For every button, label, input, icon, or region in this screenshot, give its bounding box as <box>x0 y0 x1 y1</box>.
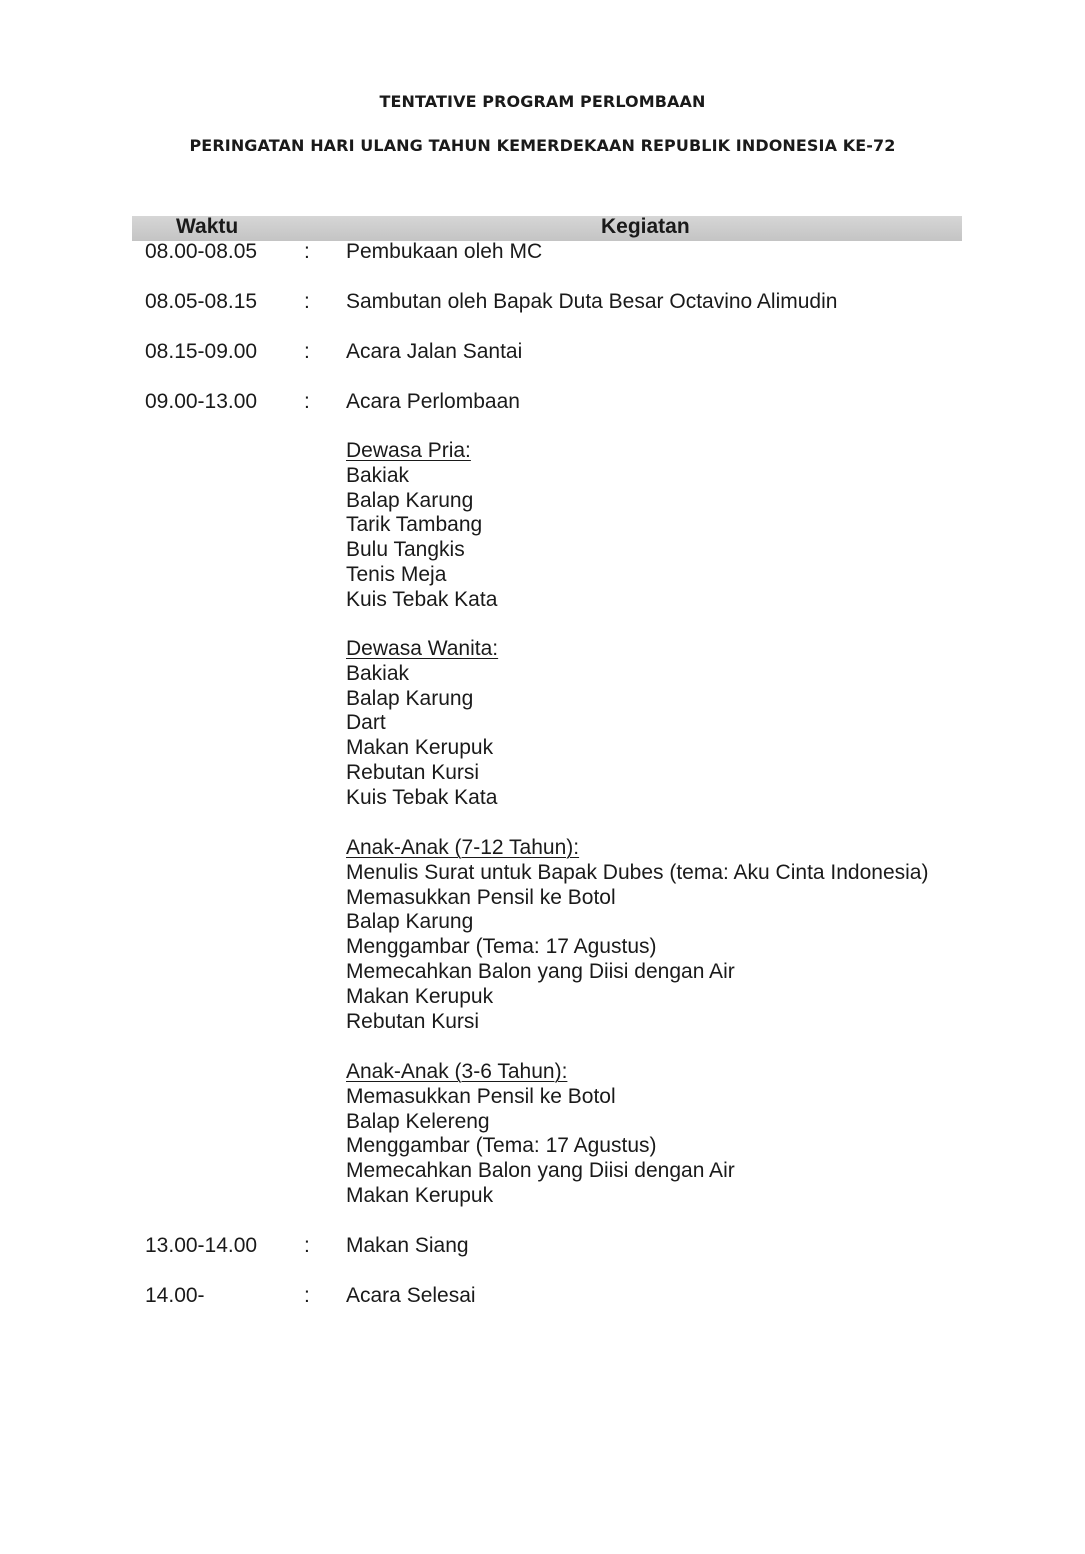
competition-item: Kuis Tebak Kata <box>346 785 498 809</box>
schedule-time: 08.15-09.00 <box>145 340 258 363</box>
schedule-separator: : <box>304 290 310 313</box>
schedule-activity: Acara Perlombaan <box>346 390 520 413</box>
competition-item: Balap Kelereng <box>346 1109 490 1133</box>
competition-item: Menggambar (Tema: 17 Agustus) <box>346 935 657 959</box>
schedule-separator: : <box>304 1284 310 1307</box>
competition-item: Dart <box>346 711 386 735</box>
competition-item: Kuis Tebak Kata <box>346 587 498 611</box>
schedule-time: 14.00- <box>145 1284 205 1307</box>
competition-item: Makan Kerupuk <box>346 736 494 760</box>
schedule-time: 08.00-08.05 <box>145 240 258 263</box>
competition-group-heading: Anak-Anak (3-6 Tahun): <box>346 1060 568 1083</box>
competition-item: Tarik Tambang <box>346 513 483 537</box>
header-activity: Kegiatan <box>601 215 690 238</box>
competition-group-dewasa-wanita <box>346 637 498 811</box>
competition-item: Rebutan Kursi <box>346 760 480 784</box>
schedule-activity: Pembukaan oleh MC <box>346 240 543 263</box>
competition-item: Rebutan Kursi <box>346 1009 480 1033</box>
competition-item: Bakiak <box>346 661 410 685</box>
competition-item: Balap Karung <box>346 910 474 934</box>
competition-group-heading: Anak-Anak (7-12 Tahun): <box>346 836 580 859</box>
table-header-bar <box>132 216 962 241</box>
schedule-separator: : <box>304 240 310 263</box>
header-time: Waktu <box>176 215 239 238</box>
competition-item: Menggambar (Tema: 17 Agustus) <box>346 1134 657 1158</box>
schedule-activity: Acara Selesai <box>346 1284 476 1307</box>
competition-item: Makan Kerupuk <box>346 1183 494 1207</box>
competition-item: Memecahkan Balon yang Diisi dengan Air <box>346 1159 735 1183</box>
competition-item: Menulis Surat untuk Bapak Dubes (tema: Aku Cinta Indonesia) <box>346 860 929 884</box>
competition-item: Memasukkan Pensil ke Botol <box>346 1084 616 1108</box>
competition-item: Balap Karung <box>346 488 474 512</box>
competition-group-dewasa-pria <box>346 439 497 613</box>
schedule-activity: Acara Jalan Santai <box>346 340 523 363</box>
competition-item: Tenis Meja <box>346 562 447 586</box>
competition-item: Balap Karung <box>346 686 474 710</box>
schedule-activity: Sambutan oleh Bapak Duta Besar Octavino Alimudin <box>346 290 838 313</box>
schedule-time: 13.00-14.00 <box>145 1234 258 1257</box>
competition-item: Bakiak <box>346 463 410 487</box>
document-title: TENTATIVE PROGRAM PERLOMBAAN <box>379 92 706 111</box>
competition-group-anak-3-6 <box>346 1060 735 1209</box>
competition-item: Memasukkan Pensil ke Botol <box>346 885 616 909</box>
document-subtitle: PERINGATAN HARI ULANG TAHUN KEMERDEKAAN REPUBLIK INDONESIA KE-72 <box>189 136 896 155</box>
competition-group-heading: Dewasa Pria: <box>346 439 471 462</box>
schedule-separator: : <box>304 390 310 413</box>
competition-item: Makan Kerupuk <box>346 984 494 1008</box>
schedule-separator: : <box>304 340 310 363</box>
schedule-time: 09.00-13.00 <box>145 390 258 413</box>
schedule-separator: : <box>304 1234 310 1257</box>
schedule-time: 08.05-08.15 <box>145 290 258 313</box>
schedule-activity: Makan Siang <box>346 1234 469 1257</box>
competition-group-heading: Dewasa Wanita: <box>346 637 499 660</box>
competition-item: Memecahkan Balon yang Diisi dengan Air <box>346 959 735 983</box>
competition-group-anak-7-12 <box>346 836 928 1034</box>
competition-item: Bulu Tangkis <box>346 538 465 562</box>
